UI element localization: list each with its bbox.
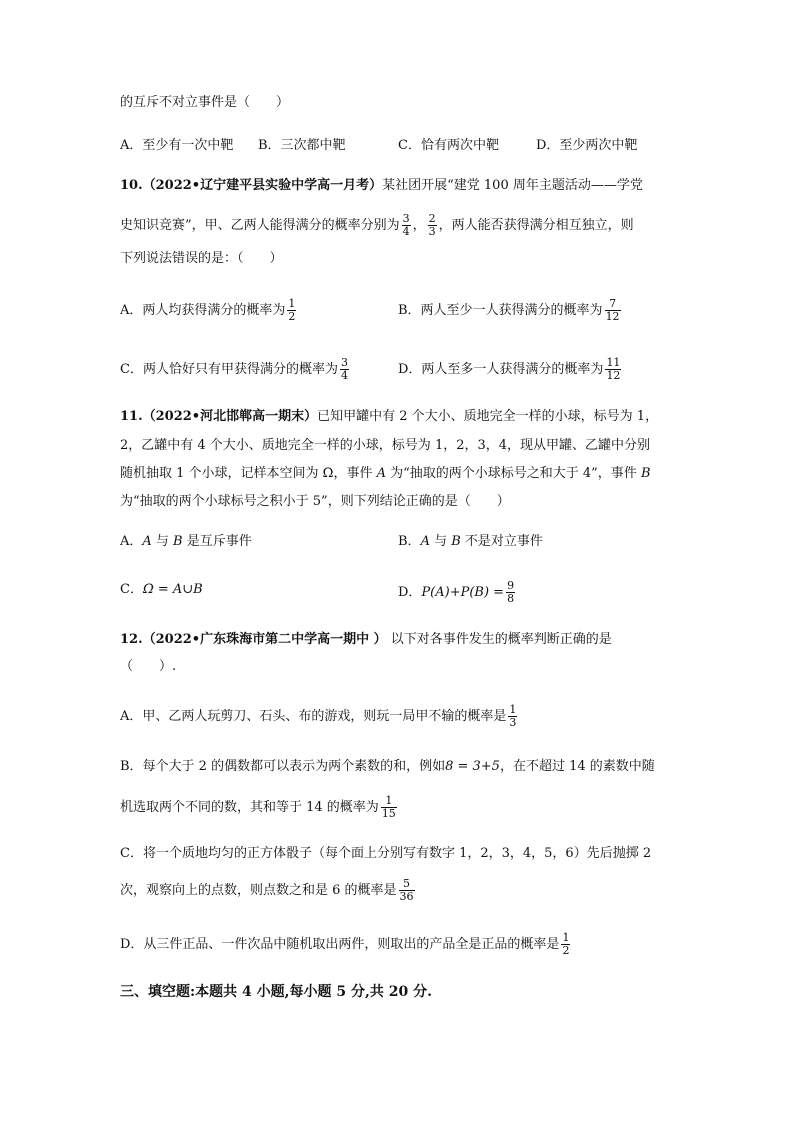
q9-option-a: A．至少有一次中靶 — [120, 138, 234, 153]
q11-option-a: A．A 与 B 是互斥事件 — [120, 534, 252, 549]
q11-number: 11. — [120, 409, 143, 424]
q11-source: （2022•河北邯郸高一期末） — [142, 409, 318, 424]
q10-fraction-1: $\frac{3}{4}$ — [402, 212, 410, 238]
q9-option-c: C．恰有两次中靶 — [398, 138, 499, 153]
q10-fraction-2: $\frac{2}{3}$ — [428, 212, 436, 238]
q10-source: （2022•辽宁建平县实验中学高一月考） — [142, 178, 383, 193]
q12-option-b-line-1: B．每个大于 2 的偶数都可以表示为两个素数的和，例如8 = 3+5，在不超过 14 的素数中随 — [120, 759, 655, 774]
q10-option-a: A．两人均获得满分的概率为 $\frac{1}{2}$ — [120, 297, 296, 323]
q11-line-1 — [120, 407, 658, 427]
q12-line-1 — [120, 630, 612, 650]
q11-line-4: 为“抽取的两个小球标号之积小于 5”，则下列结论正确的是（ ） — [120, 494, 510, 509]
q12-option-c-line-1: C．将一个质地均匀的正方体骰子（每个面上分别写有数字 1，2，3，4，5，6）先后抛掷 2 — [120, 846, 652, 861]
q9-stem-tail: 的互斥不对立事件是（ ） — [120, 95, 290, 110]
q12-text-1: 以下对各事件发生的概率判断正确的是 — [386, 632, 612, 647]
q9-option-d: D．至少两次中靶 — [536, 138, 638, 153]
q10-option-d: D．两人至多一人获得满分的概率为 $\frac{11}{12}$ — [398, 356, 621, 382]
q10-number: 10. — [120, 178, 143, 193]
q11-option-c: C．Ω = A∪B — [120, 582, 203, 597]
q12-option-c-line-2: 次，观察向上的点数，则点数之和是 6 的概率是 $\frac{5}{36}$ — [120, 877, 414, 903]
q10-line-3: 下列说法错误的是：（ ） — [120, 251, 283, 266]
q10-text-1: 某社团开展“建党 100 周年主题活动——学党 — [382, 178, 643, 193]
q10-line-2 — [120, 213, 634, 238]
q10-text-2b: ，两人能否获得满分相互独立，则 — [438, 218, 634, 233]
q10-sep: ， — [412, 218, 426, 233]
q12-option-a: A．甲、乙两人玩剪刀、石头、布的游戏，则玩一局甲不输的概率是 $\frac{1}{3}$ — [120, 703, 517, 729]
q11-line-3: 随机抽取 1 个小球，记样本空间为 Ω，事件 A 为“抽取的两个小球标号之和大于 4”，事件 B — [120, 466, 651, 481]
q12-line-2: （ ）. — [120, 659, 177, 674]
q11-option-d: D．P(A)+P(B) = $\frac{9}{8}$ — [398, 579, 515, 605]
q10-option-b: B．两人至少一人获得满分的概率为 $\frac{7}{12}$ — [398, 297, 620, 323]
q12-option-d: D．从三件正品、一件次品中随机取出两件，则取出的产品全是正品的概率是 $\frac{1}{2}$ — [120, 931, 570, 957]
q10-option-c: C．两人恰好只有甲获得满分的概率为 $\frac{3}{4}$ — [120, 356, 348, 382]
section-3-heading: 三、填空题:本题共 4 小题,每小题 5 分,共 20 分. — [120, 984, 432, 1000]
q11-option-b: B．A 与 B 不是对立事件 — [398, 534, 543, 549]
q12-option-b-line-2: 机选取两个不同的数，其和等于 14 的概率为 $\frac{1}{15}$ — [120, 794, 396, 820]
q10-text-2a: 史知识竞赛”，甲、乙两人能得满分的概率分别为 — [120, 218, 400, 233]
q12-number: 12. — [120, 632, 143, 647]
q10-line-1 — [120, 176, 643, 196]
q11-line-2: 2，乙罐中有 4 个大小、质地完全一样的小球，标号为 1，2，3，4，现从甲罐、乙罐中分别 — [120, 438, 651, 453]
q12-source: （2022•广东珠海市第二中学高一期中 ） — [142, 632, 387, 647]
q9-option-b: B．三次都中靶 — [258, 138, 346, 153]
q11-text-1: 已知甲罐中有 2 个大小、质地完全一样的小球，标号为 1， — [317, 409, 659, 424]
